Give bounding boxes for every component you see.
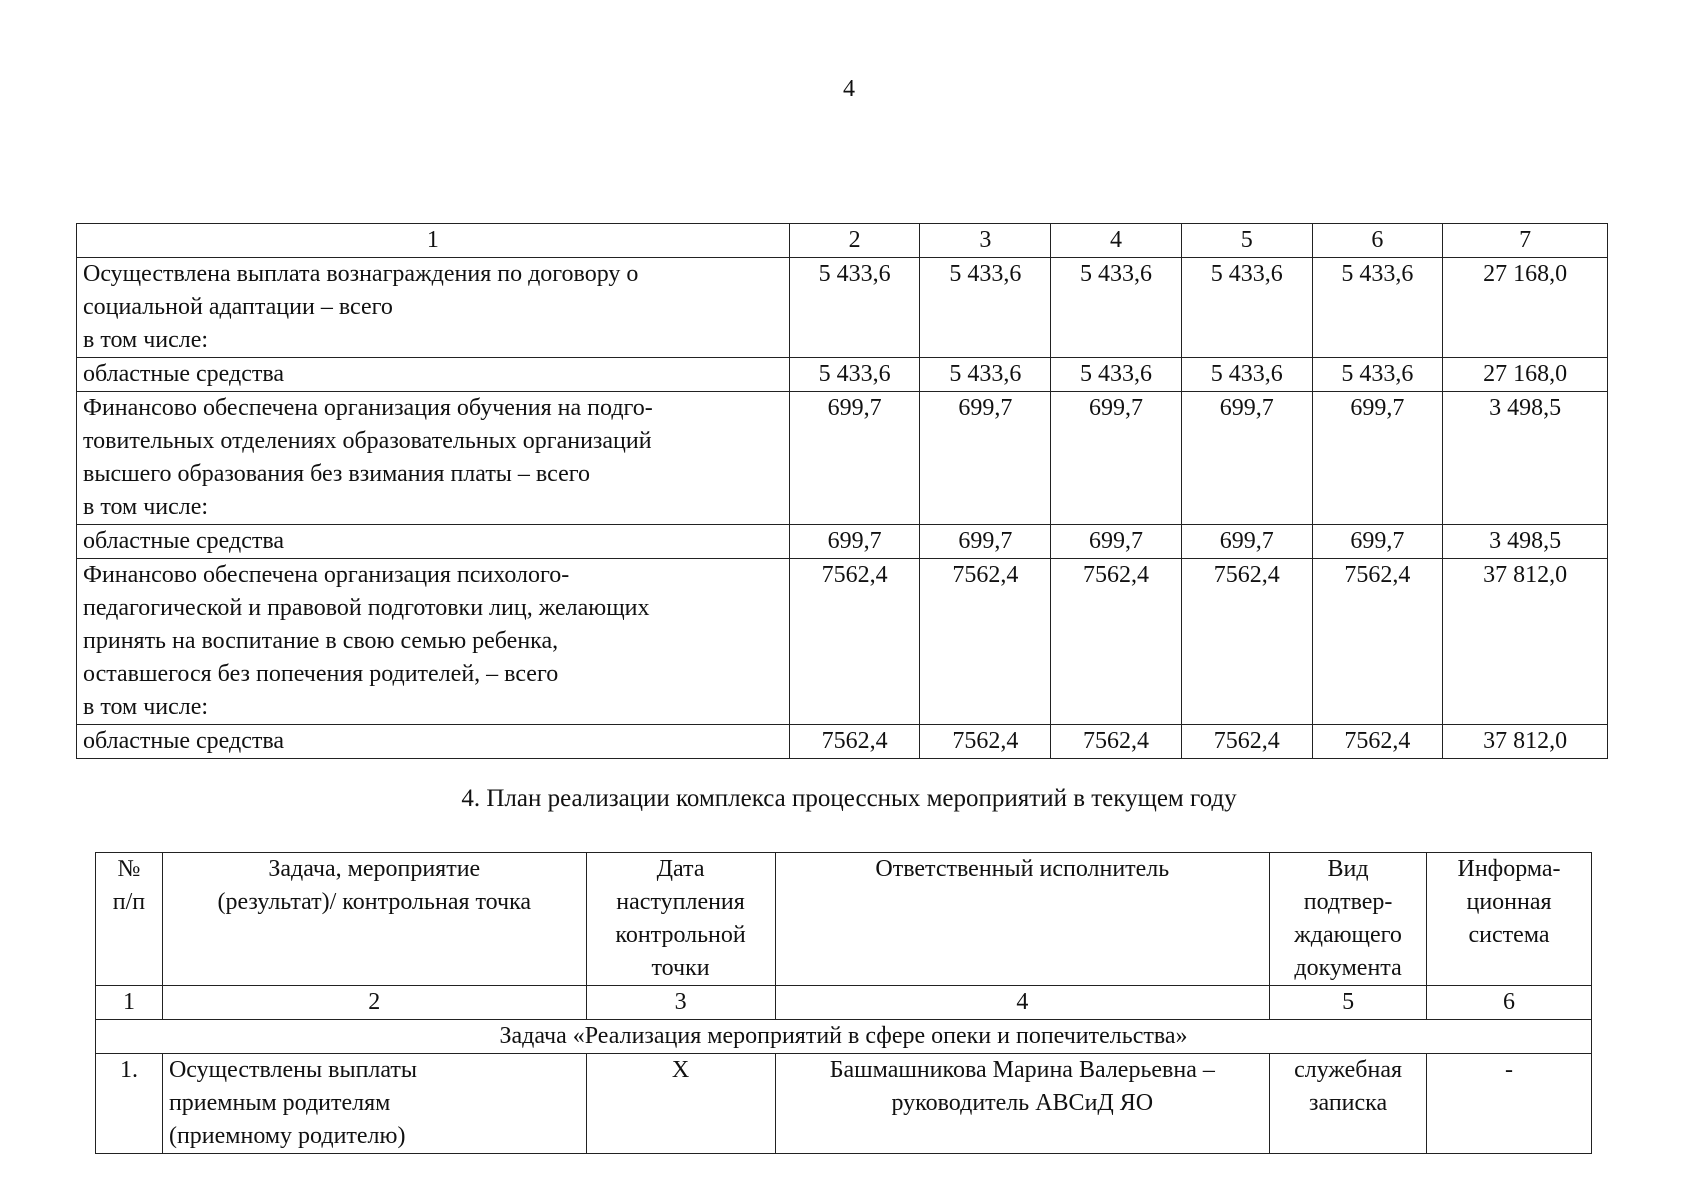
plan-header-cell: Дата наступления контрольной точки: [586, 853, 775, 986]
finance-value: 7562,4: [1312, 559, 1443, 725]
plan-col-number: 6: [1427, 986, 1592, 1020]
plan-header-cell: Вид подтвер- ждающего документа: [1270, 853, 1427, 986]
finance-value: 699,7: [920, 392, 1051, 525]
plan-row-number: 1.: [96, 1054, 163, 1154]
plan-col-number: 2: [162, 986, 586, 1020]
finance-value: 699,7: [1051, 392, 1182, 525]
finance-total: 27 168,0: [1443, 358, 1608, 392]
plan-col-number: 1: [96, 986, 163, 1020]
finance-value: 699,7: [789, 525, 920, 559]
finance-value: 5 433,6: [789, 358, 920, 392]
plan-col-number: 3: [586, 986, 775, 1020]
finance-col-number: 3: [920, 224, 1051, 258]
plan-header-cell: Информа- ционная система: [1427, 853, 1592, 986]
finance-value: 7562,4: [1181, 559, 1312, 725]
finance-row-label: областные средства: [77, 525, 790, 559]
finance-row-label: областные средства: [77, 358, 790, 392]
finance-col-number: 5: [1181, 224, 1312, 258]
finance-row: [77, 525, 1608, 559]
finance-value: 5 433,6: [920, 258, 1051, 358]
finance-total: 27 168,0: [1443, 258, 1608, 358]
plan-header-cell: № п/п: [96, 853, 163, 986]
plan-column-numbers-row: [96, 986, 1592, 1020]
finance-row: [77, 392, 1608, 525]
finance-row-label: Финансово обеспечена организация обучения на подго- товительных отделениях образовательных организаций высшего образования без взимания платы – всего в том числе:: [77, 392, 790, 525]
finance-col-number: 4: [1051, 224, 1182, 258]
finance-value: 699,7: [1181, 392, 1312, 525]
finance-total: 37 812,0: [1443, 725, 1608, 759]
plan-row-executor: Башмашникова Марина Валерьевна – руководитель АВСиД ЯО: [775, 1054, 1270, 1154]
finance-value: 7562,4: [1051, 725, 1182, 759]
finance-value: 699,7: [1312, 525, 1443, 559]
plan-header-cell: Задача, мероприятие (результат)/ контрольная точка: [162, 853, 586, 986]
finance-column-numbers-row: [77, 224, 1608, 258]
finance-value: 7562,4: [789, 725, 920, 759]
plan-task-row: [96, 1020, 1592, 1054]
finance-value: 5 433,6: [920, 358, 1051, 392]
finance-value: 7562,4: [920, 725, 1051, 759]
page-number: 4: [843, 76, 855, 102]
finance-value: 699,7: [1181, 525, 1312, 559]
finance-row: [77, 559, 1608, 725]
plan-row-activity: Осуществлены выплаты приемным родителям (приемному родителю): [162, 1054, 586, 1154]
finance-value: 699,7: [1312, 392, 1443, 525]
finance-col-number: 7: [1443, 224, 1608, 258]
finance-value: 699,7: [920, 525, 1051, 559]
finance-value: 5 433,6: [1051, 358, 1182, 392]
section-title: 4. План реализации комплекса процессных мероприятий в текущем году: [461, 785, 1237, 812]
plan-task-title: Задача «Реализация мероприятий в сфере опеки и попечительства»: [96, 1020, 1592, 1054]
plan-header-cell: Ответственный исполнитель: [775, 853, 1270, 986]
finance-value: 7562,4: [920, 559, 1051, 725]
finance-row-label: Осуществлена выплата вознаграждения по договору о социальной адаптации – всего в том числе:: [77, 258, 790, 358]
finance-value: 5 433,6: [1051, 258, 1182, 358]
plan-table: [95, 852, 1592, 1154]
finance-value: 5 433,6: [1181, 258, 1312, 358]
plan-row-document: служебная записка: [1270, 1054, 1427, 1154]
plan-row: [96, 1054, 1592, 1154]
finance-value: 5 433,6: [789, 258, 920, 358]
finance-value: 7562,4: [1051, 559, 1182, 725]
finance-total: 37 812,0: [1443, 559, 1608, 725]
finance-total: 3 498,5: [1443, 392, 1608, 525]
finance-total: 3 498,5: [1443, 525, 1608, 559]
finance-value: 5 433,6: [1312, 358, 1443, 392]
finance-value: 5 433,6: [1181, 358, 1312, 392]
finance-row-label: областные средства: [77, 725, 790, 759]
finance-value: 5 433,6: [1312, 258, 1443, 358]
finance-row-label: Финансово обеспечена организация психолого- педагогической и правовой подготовки лиц, желающих принять на воспитание в свою семью ребенка, оставшегося без попечения родителей, – всего в том числе:: [77, 559, 790, 725]
finance-value: 7562,4: [1312, 725, 1443, 759]
plan-row-system: -: [1427, 1054, 1592, 1154]
plan-row-date: Х: [586, 1054, 775, 1154]
finance-col-number: 6: [1312, 224, 1443, 258]
finance-row: [77, 258, 1608, 358]
finance-col-number: 1: [77, 224, 790, 258]
finance-value: 699,7: [1051, 525, 1182, 559]
plan-header-row: [96, 853, 1592, 986]
plan-col-number: 4: [775, 986, 1270, 1020]
finance-value: 7562,4: [1181, 725, 1312, 759]
finance-value: 7562,4: [789, 559, 920, 725]
finance-row: [77, 358, 1608, 392]
finance-value: 699,7: [789, 392, 920, 525]
finance-col-number: 2: [789, 224, 920, 258]
finance-row: [77, 725, 1608, 759]
plan-col-number: 5: [1270, 986, 1427, 1020]
finance-table: [76, 223, 1608, 759]
